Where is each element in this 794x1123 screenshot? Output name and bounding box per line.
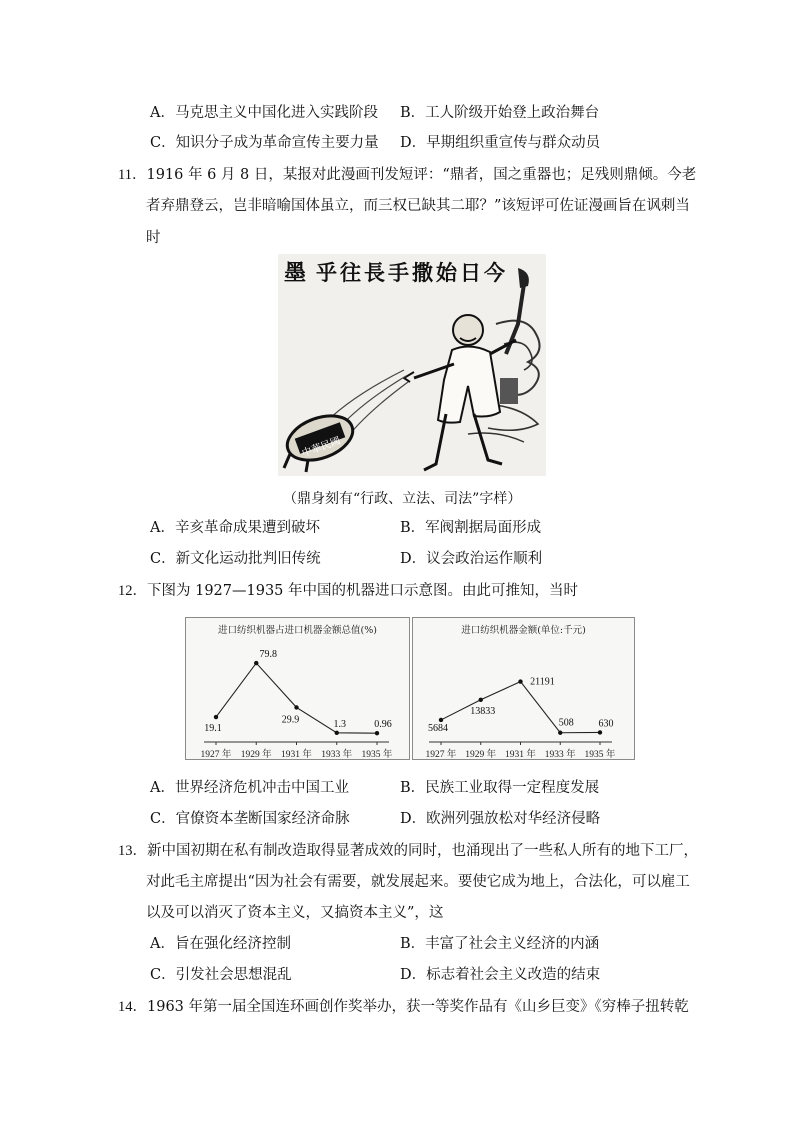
data-label: 5684	[428, 722, 448, 734]
data-point	[439, 718, 443, 722]
x-tick-label: 1935 年	[361, 750, 393, 759]
q11-stem-line2: 者弃鼎登云，岂非暗喻国体虽立，而三权已缺其二耶？”该短评可佐证漫画旨在讽刺当	[146, 198, 690, 214]
political-cartoon	[278, 254, 546, 476]
cartoon-seal: 墨	[284, 260, 307, 285]
q12-option-c: C．官僚资本垄断国家经济命脉	[150, 811, 350, 827]
x-tick-label: 1927 年	[200, 750, 232, 759]
q13-option-d: D．标志着社会主义改造的结束	[400, 967, 601, 983]
q10-option-b: B．工人阶级开始登上政治舞台	[400, 105, 600, 121]
data-label: 1.3	[333, 718, 346, 730]
data-label: 0.96	[374, 719, 392, 731]
q12-option-d: D．欧洲列强放松对华经济侵略	[400, 811, 601, 827]
data-point	[598, 730, 602, 734]
q11-text-1: 1916 年 6 月 8 日，某报对此漫画刊发短评：“鼎者，国之重器也；足残则鼎倾。今老	[146, 167, 697, 183]
data-label: 13833	[470, 705, 496, 717]
data-point	[335, 731, 339, 735]
q14-text-1: 1963 年第一届全国连环画创作奖举办，获一等奖作品有《山乡巨变》《穷棒子扭转乾	[147, 999, 689, 1015]
q11-option-b: B．军阀割据局面形成	[400, 520, 542, 536]
q12-option-b: B．民族工业取得一定程度发展	[400, 780, 600, 796]
data-label: 630	[598, 718, 614, 730]
ding-inscription: 中華民國	[300, 435, 343, 460]
q12-option-a: A．世界经济危机冲击中国工业	[150, 780, 349, 796]
q14-number: 14．	[118, 999, 147, 1015]
chart-textile-amount	[412, 617, 635, 760]
q12-text-1: 下图为 1927—1935 年中国的机器进口示意图。由此可推知，当时	[147, 583, 579, 599]
q11-number: 11．	[118, 167, 147, 183]
q13-option-b: B．丰富了社会主义经济的内涵	[400, 936, 600, 952]
series-line	[441, 682, 600, 733]
q13-text-1: 新中国初期在私有制改造取得显著成效的同时，也涌现出了一些私人所有的地下工厂，	[147, 843, 698, 859]
data-point	[214, 715, 218, 719]
data-point	[558, 731, 562, 735]
data-point	[254, 661, 258, 665]
data-point	[294, 705, 298, 709]
chart-2-plot	[413, 618, 634, 759]
x-tick-label: 1933 年	[321, 750, 353, 759]
data-label: 21191	[530, 676, 555, 688]
q13-stem-line1	[118, 841, 698, 861]
chart-textile-share	[185, 617, 410, 760]
cartoon-title: 乎往長手撒始日今	[316, 261, 508, 285]
data-label: 19.1	[204, 723, 222, 735]
x-tick-label: 1927 年	[425, 750, 457, 759]
chart-1-plot	[186, 618, 409, 759]
q10-option-c: C．知识分子成为革命宣传主要力量	[150, 135, 379, 151]
q10-option-a: A．马克思主义中国化进入实践阶段	[150, 105, 378, 121]
chart-1-title: 进口纺织机器占进口机器金额总值(%)	[218, 625, 377, 636]
data-point	[479, 698, 483, 702]
data-point	[518, 679, 522, 683]
x-tick-label: 1931 年	[281, 750, 312, 759]
q11-option-c: C．新文化运动批判旧传统	[150, 551, 321, 567]
chart-2-title: 进口纺织机器金额(单位:千元)	[461, 625, 586, 636]
x-tick-label: 1933 年	[544, 750, 576, 759]
q13-option-c: C．引发社会思想混乱	[150, 967, 292, 983]
data-label: 79.8	[259, 649, 277, 661]
data-point	[375, 731, 379, 735]
q14-stem-line1	[118, 997, 689, 1017]
q11-option-a: A．辛亥革命成果遭到破坏	[150, 520, 320, 536]
q13-number: 13．	[118, 843, 147, 859]
q11-stem-line3: 时	[146, 230, 161, 246]
q11-option-d: D．议会政治运作顺利	[400, 551, 543, 567]
data-label: 508	[558, 717, 574, 729]
x-tick-label: 1935 年	[584, 750, 616, 759]
q12-number: 12．	[118, 583, 147, 599]
x-tick-label: 1929 年	[465, 750, 497, 759]
x-tick-label: 1929 年	[240, 750, 272, 759]
q12-stem-line1	[118, 581, 578, 601]
data-label: 29.9	[281, 714, 300, 726]
x-tick-label: 1931 年	[505, 750, 536, 759]
q13-option-a: A．旨在强化经济控制	[150, 936, 291, 952]
cartoon-caption: （鼎身刻有“行政、立法、司法”字样）	[283, 491, 522, 507]
q11-stem-line1	[118, 165, 696, 185]
q13-stem-line2: 对此毛主席提出“因为社会有需要，就发展起来。要使它成为地上，合法化，可以雇工	[146, 874, 690, 890]
q10-option-d: D．早期组织重宣传与群众动员	[400, 135, 601, 151]
q13-stem-line3: 以及可以消灭了资本主义，又搞资本主义”，这	[146, 905, 444, 921]
